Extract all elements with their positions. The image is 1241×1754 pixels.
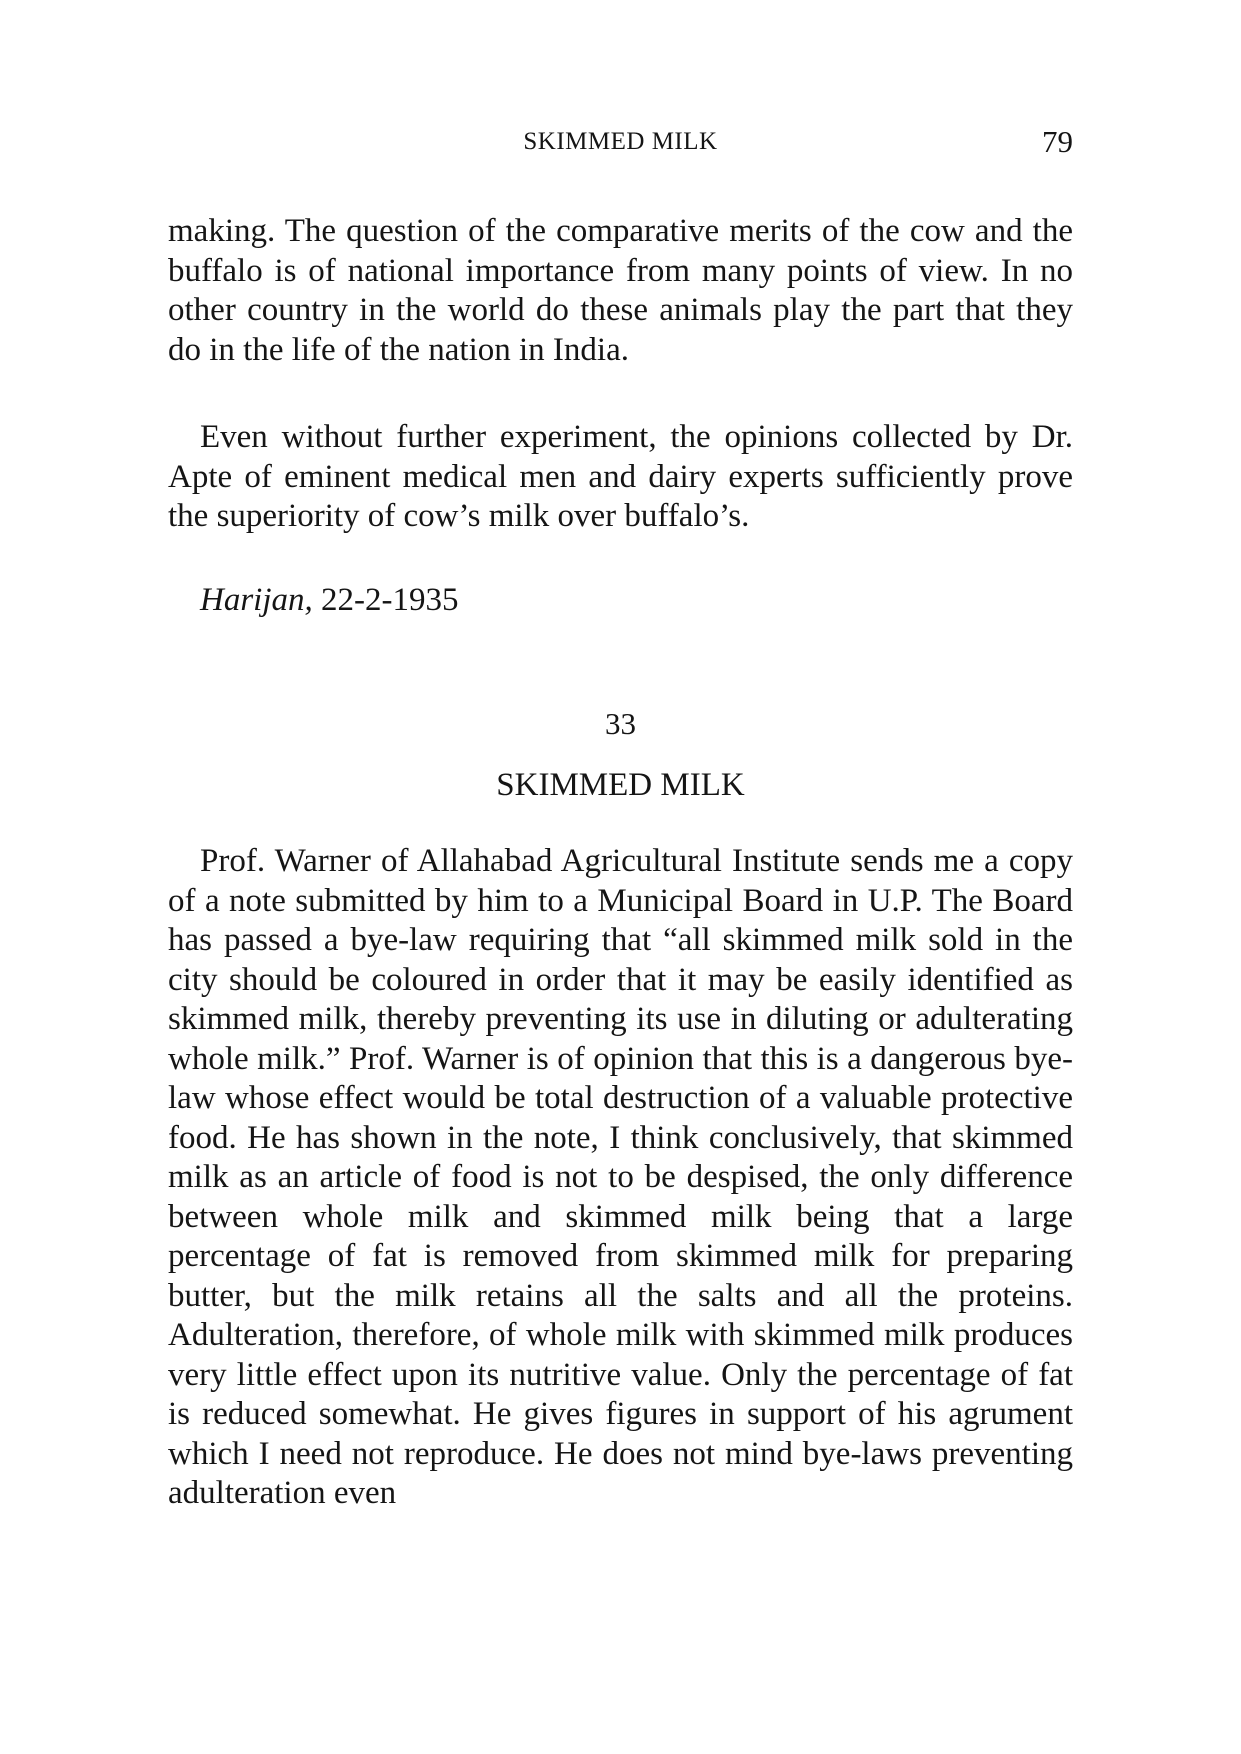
paragraph-text: Even without further experiment, the opinions collected by Dr. Apte of eminent medical men and dairy experts sufficiently prove the superiority of cow’s milk over buffalo’s. xyxy=(168,419,1073,534)
source-date: 22-2-1935 xyxy=(312,582,459,618)
chapter-title: SKIMMED MILK xyxy=(496,767,745,803)
paragraph-text: Prof. Warner of Allahabad Agricultural Institute sends me a copy of a note submitted by him to a Municipal Board in U.P. The Board has passed a bye-law requiring that “all skimmed milk sold in the city should be coloured in order that it may be easily identified as skimmed milk, thereby preventing its use in diluting or adulterating whole milk.” Prof. Warner is of opinion that this is a dangerous bye-law whose effect would be total destruction of a valuable protective food. He has shown in the note, I think conclusively, that skimmed milk as an article of food is not to be despised, the only difference between whole milk and skimmed milk being that a large percentage of fat is removed from skimmed milk for preparing butter, but the milk retains all the salts and all the proteins. Adulteration, therefore, of whole milk with skimmed milk produces very little effect upon its nutritive value. Only the percentage of fat is reduced somewhat. He gives figures in support of his agrument which I need not reproduce. He does not mind bye-laws preventing adulteration even xyxy=(168,843,1073,1511)
source-citation xyxy=(200,582,459,619)
chapter-body xyxy=(168,842,1073,1514)
source-title: Harijan, xyxy=(200,582,313,618)
closing-paragraph xyxy=(168,418,1073,537)
page-header xyxy=(168,124,1073,168)
paragraph-text: making. The question of the comparative merits of the cow and the buffalo is of national importance from many points of view. In no other country in the world do these animals play the part that they do in the life of the nation in India. xyxy=(168,213,1073,368)
chapter-number: 33 xyxy=(605,706,636,741)
page-number: 79 xyxy=(1042,124,1073,159)
running-head: SKIMMED MILK xyxy=(523,128,718,155)
continued-paragraph xyxy=(168,212,1073,370)
